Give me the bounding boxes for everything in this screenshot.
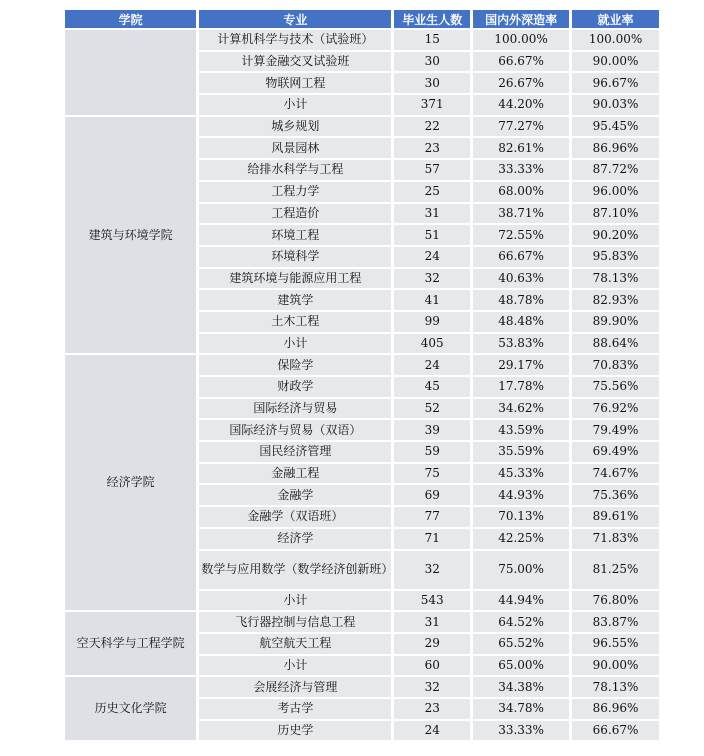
employment-cell: 87.10%: [572, 204, 659, 224]
major-cell: 财政学: [199, 377, 391, 397]
employment-cell: 96.00%: [572, 182, 659, 202]
graduates-cell: 45: [394, 377, 470, 397]
further-study-cell: 66.67%: [473, 247, 569, 267]
further-study-cell: 82.61%: [473, 138, 569, 158]
graduates-cell: 371: [394, 95, 470, 115]
graduates-cell: 99: [394, 312, 470, 332]
further-study-cell: 48.48%: [473, 312, 569, 332]
major-cell: 风景园林: [199, 138, 391, 158]
graduates-cell: 29: [394, 634, 470, 654]
graduates-cell: 71: [394, 529, 470, 549]
graduates-cell: 51: [394, 225, 470, 245]
employment-cell: 96.67%: [572, 73, 659, 93]
graduates-cell: 15: [394, 30, 470, 50]
employment-cell: 86.96%: [572, 138, 659, 158]
header-major: 专业: [199, 10, 391, 28]
further-study-cell: 33.33%: [473, 721, 569, 741]
further-study-cell: 45.33%: [473, 464, 569, 484]
graduates-cell: 31: [394, 612, 470, 632]
major-cell: 保险学: [199, 355, 391, 375]
employment-cell: 88.64%: [572, 334, 659, 354]
further-study-cell: 64.52%: [473, 612, 569, 632]
major-cell: 计算机科学与技术（试验班）: [199, 30, 391, 50]
graduates-cell: 31: [394, 204, 470, 224]
further-study-cell: 53.83%: [473, 334, 569, 354]
graduates-cell: 52: [394, 399, 470, 419]
employment-cell: 78.13%: [572, 269, 659, 289]
employment-cell: 83.87%: [572, 612, 659, 632]
further-study-cell: 72.55%: [473, 225, 569, 245]
further-study-cell: 34.62%: [473, 399, 569, 419]
employment-cell: 100.00%: [572, 30, 659, 50]
major-cell: 建筑学: [199, 290, 391, 310]
header-row: [65, 10, 659, 28]
major-cell: 国际经济与贸易（双语）: [199, 420, 391, 440]
employment-cell: 78.13%: [572, 677, 659, 697]
graduates-cell: 25: [394, 182, 470, 202]
major-cell: 环境工程: [199, 225, 391, 245]
further-study-cell: 33.33%: [473, 160, 569, 180]
table-row: [65, 355, 659, 375]
further-study-cell: 34.78%: [473, 699, 569, 719]
employment-cell: 79.49%: [572, 420, 659, 440]
further-study-cell: 38.71%: [473, 204, 569, 224]
major-cell: 航空航天工程: [199, 634, 391, 654]
graduates-cell: 57: [394, 160, 470, 180]
graduates-cell: 24: [394, 247, 470, 267]
further-study-cell: 65.52%: [473, 634, 569, 654]
graduates-cell: 41: [394, 290, 470, 310]
major-cell: 城乡规划: [199, 117, 391, 137]
employment-cell: 90.20%: [572, 225, 659, 245]
employment-table: [62, 8, 662, 742]
employment-table-container: [62, 8, 662, 742]
major-cell: 物联网工程: [199, 73, 391, 93]
major-cell: 小计: [199, 334, 391, 354]
employment-cell: 86.96%: [572, 699, 659, 719]
further-study-cell: 65.00%: [473, 656, 569, 676]
further-study-cell: 70.13%: [473, 507, 569, 527]
header-employment-rate: 就业率: [572, 10, 659, 28]
employment-cell: 89.61%: [572, 507, 659, 527]
graduates-cell: 23: [394, 138, 470, 158]
graduates-cell: 77: [394, 507, 470, 527]
graduates-cell: 30: [394, 73, 470, 93]
employment-cell: 90.03%: [572, 95, 659, 115]
graduates-cell: 405: [394, 334, 470, 354]
further-study-cell: 26.67%: [473, 73, 569, 93]
graduates-cell: 60: [394, 656, 470, 676]
college-cell: 历史文化学院: [65, 677, 196, 740]
major-cell: 小计: [199, 591, 391, 611]
major-cell: 国际经济与贸易: [199, 399, 391, 419]
college-cell: 建筑与环境学院: [65, 117, 196, 354]
major-cell: 会展经济与管理: [199, 677, 391, 697]
employment-cell: 82.93%: [572, 290, 659, 310]
further-study-cell: 77.27%: [473, 117, 569, 137]
employment-cell: 96.55%: [572, 634, 659, 654]
major-cell: 金融工程: [199, 464, 391, 484]
further-study-cell: 100.00%: [473, 30, 569, 50]
employment-cell: 95.45%: [572, 117, 659, 137]
graduates-cell: 32: [394, 551, 470, 589]
graduates-cell: 24: [394, 721, 470, 741]
graduates-cell: 39: [394, 420, 470, 440]
further-study-cell: 43.59%: [473, 420, 569, 440]
major-cell: 国民经济管理: [199, 442, 391, 462]
employment-cell: 90.00%: [572, 656, 659, 676]
graduates-cell: 30: [394, 52, 470, 72]
table-body: [65, 30, 659, 740]
graduates-cell: 32: [394, 677, 470, 697]
employment-cell: 66.67%: [572, 721, 659, 741]
major-cell: 计算金融交叉试验班: [199, 52, 391, 72]
further-study-cell: 35.59%: [473, 442, 569, 462]
further-study-cell: 44.20%: [473, 95, 569, 115]
major-cell: 工程力学: [199, 182, 391, 202]
header-further-study-rate: 国内外深造率: [473, 10, 569, 28]
graduates-cell: 22: [394, 117, 470, 137]
college-cell: 空天科学与工程学院: [65, 612, 196, 675]
graduates-cell: 32: [394, 269, 470, 289]
further-study-cell: 48.78%: [473, 290, 569, 310]
major-cell: 历史学: [199, 721, 391, 741]
table-row: [65, 117, 659, 137]
further-study-cell: 29.17%: [473, 355, 569, 375]
employment-cell: 95.83%: [572, 247, 659, 267]
major-cell: 工程造价: [199, 204, 391, 224]
further-study-cell: 17.78%: [473, 377, 569, 397]
employment-cell: 89.90%: [572, 312, 659, 332]
employment-cell: 76.80%: [572, 591, 659, 611]
employment-cell: 74.67%: [572, 464, 659, 484]
table-row: [65, 677, 659, 697]
employment-cell: 75.56%: [572, 377, 659, 397]
further-study-cell: 68.00%: [473, 182, 569, 202]
major-cell: 土木工程: [199, 312, 391, 332]
further-study-cell: 40.63%: [473, 269, 569, 289]
table-row: [65, 30, 659, 50]
major-cell: 数学与应用数学（数学经济创新班）: [199, 551, 391, 589]
further-study-cell: 34.38%: [473, 677, 569, 697]
college-cell: 经济学院: [65, 355, 196, 610]
major-cell: 小计: [199, 95, 391, 115]
employment-cell: 76.92%: [572, 399, 659, 419]
graduates-cell: 75: [394, 464, 470, 484]
employment-cell: 70.83%: [572, 355, 659, 375]
further-study-cell: 42.25%: [473, 529, 569, 549]
further-study-cell: 44.94%: [473, 591, 569, 611]
further-study-cell: 75.00%: [473, 551, 569, 589]
graduates-cell: 24: [394, 355, 470, 375]
major-cell: 考古学: [199, 699, 391, 719]
graduates-cell: 543: [394, 591, 470, 611]
further-study-cell: 66.67%: [473, 52, 569, 72]
graduates-cell: 69: [394, 485, 470, 505]
major-cell: 飞行器控制与信息工程: [199, 612, 391, 632]
employment-cell: 90.00%: [572, 52, 659, 72]
employment-cell: 75.36%: [572, 485, 659, 505]
major-cell: 经济学: [199, 529, 391, 549]
employment-cell: 71.83%: [572, 529, 659, 549]
header-graduates: 毕业生人数: [394, 10, 470, 28]
further-study-cell: 44.93%: [473, 485, 569, 505]
employment-cell: 81.25%: [572, 551, 659, 589]
major-cell: 金融学（双语班）: [199, 507, 391, 527]
major-cell: 环境科学: [199, 247, 391, 267]
graduates-cell: 23: [394, 699, 470, 719]
employment-cell: 69.49%: [572, 442, 659, 462]
major-cell: 给排水科学与工程: [199, 160, 391, 180]
graduates-cell: 59: [394, 442, 470, 462]
major-cell: 小计: [199, 656, 391, 676]
employment-cell: 87.72%: [572, 160, 659, 180]
major-cell: 金融学: [199, 485, 391, 505]
header-college: 学院: [65, 10, 196, 28]
major-cell: 建筑环境与能源应用工程: [199, 269, 391, 289]
table-row: [65, 612, 659, 632]
college-cell: [65, 30, 196, 115]
